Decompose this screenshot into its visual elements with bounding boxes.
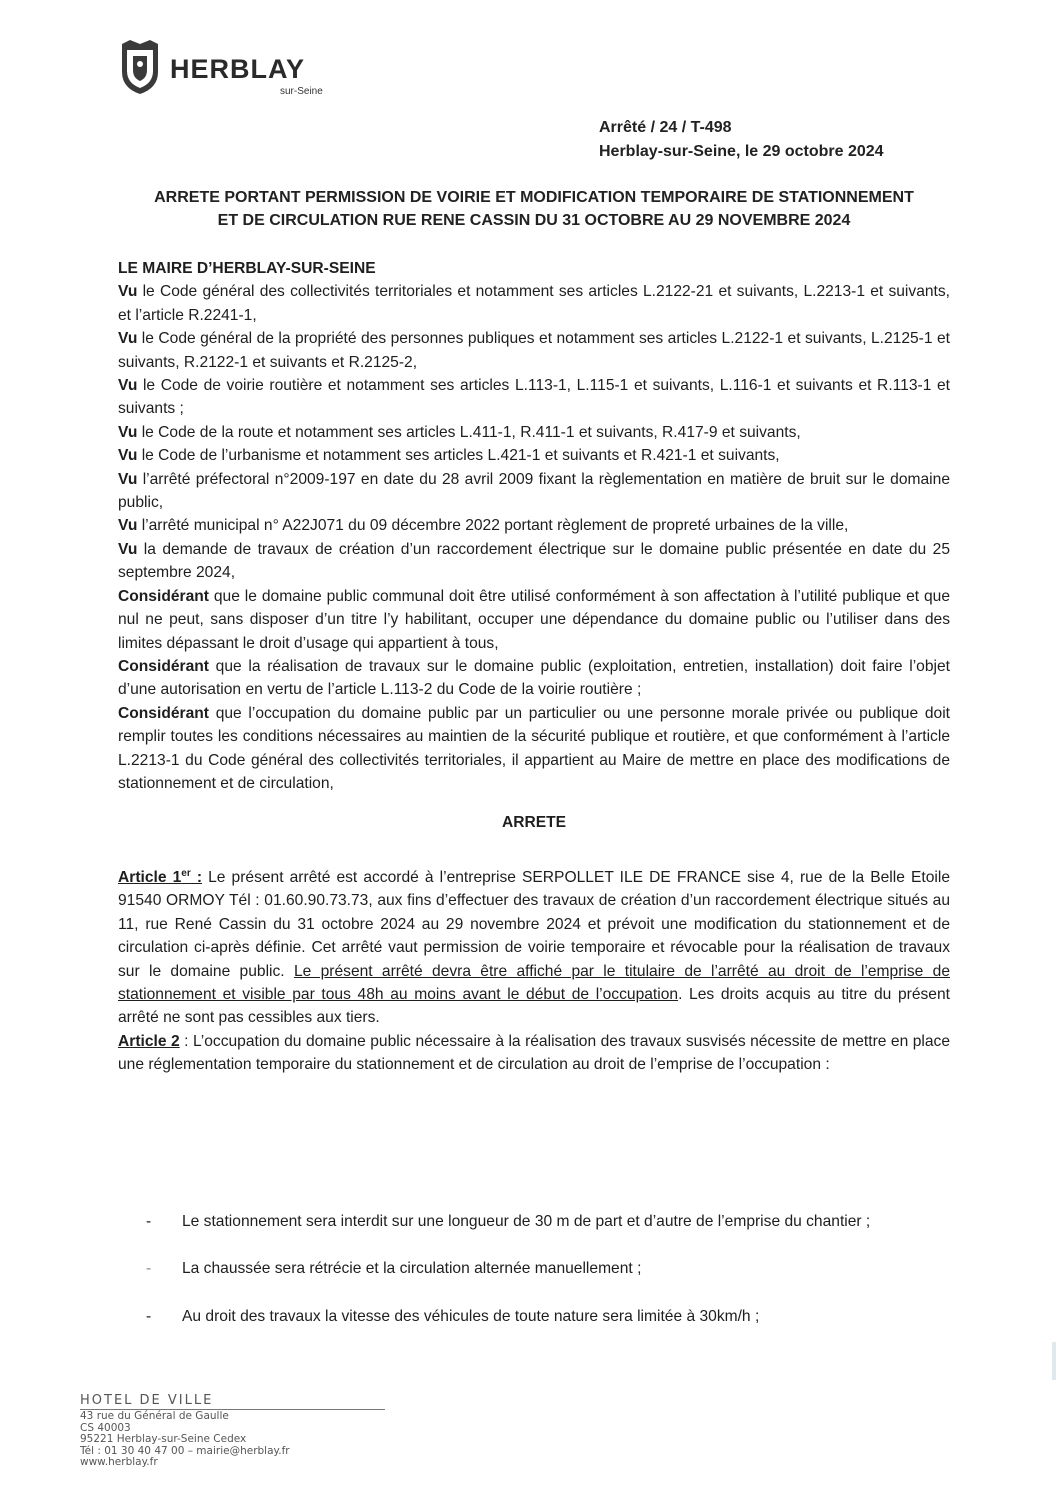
herblay-logo	[118, 38, 338, 102]
footer-street: 43 rue du Général de Gaulle	[80, 1410, 229, 1422]
visa-paragraph	[118, 702, 950, 796]
footer-title: HOTEL DE VILLE	[80, 1393, 214, 1408]
scan-artifact	[1052, 1342, 1056, 1380]
visa-paragraph	[118, 514, 950, 537]
article-1-text: Le présent arrêté est accordé à l’entreprise SERPOLLET ILE DE FRANCE sise 4, rue de la Belle Etoile 91540 ORMOY Tél : 01.60.90.73.73, aux fins d’effectuer des travaux de création d’un raccordement électrique situés au 11, rue René Cassin du 31 octobre 2024 au 29 novembre 2024 et prévoit une modification du stationnement et de circulation ci-après définie. Cet arrêté vaut permission de voirie temporaire et révocable pour la réalisation de travaux sur le domaine public.	[118, 868, 951, 980]
arrete-reference: Arrêté / 24 / T-498	[599, 119, 732, 136]
visa-text: le Code de la route et notamment ses articles L.411-1, R.411-1 et suivants, R.417-9 et suivants,	[137, 423, 801, 441]
list-item: - La chaussée sera rétrécie et la circulation alternée manuellement ;	[146, 1260, 642, 1278]
visa-paragraph	[118, 538, 950, 585]
visa-text: que la réalisation de travaux sur le domaine public (exploitation, entretien, installation) doit faire l’objet d’une autorisation en vertu de l’article L.113-2 du Code de la voirie routière ;	[118, 657, 950, 699]
visa-lead: Considérant	[118, 657, 209, 675]
visa-paragraph	[118, 374, 950, 421]
arrete-heading: ARRETE	[501, 814, 567, 832]
visa-paragraph	[118, 585, 950, 655]
document-title	[110, 186, 958, 232]
footer-contact: Tél : 01 30 40 47 00 – mairie@herblay.fr	[80, 1444, 290, 1457]
visa-paragraph	[118, 444, 950, 467]
visa-paragraph	[118, 280, 950, 327]
logo-wordmark: HERBLAY	[170, 54, 306, 84]
list-item: - Au droit des travaux la vitesse des véhicules de toute nature sera limitée à 30km/h ;	[146, 1307, 760, 1325]
logo-subtitle: sur-Seine	[280, 86, 323, 97]
visa-paragraph	[118, 468, 950, 515]
visa-text: le Code de l’urbanisme et notamment ses articles L.421-1 et suivants et R.421-1 et suivants,	[137, 447, 780, 465]
visa-paragraph	[118, 327, 950, 374]
title-line-2: ET DE CIRCULATION RUE RENE CASSIN DU 31 OCTOBRE AU 29 NOVEMBRE 2024	[217, 212, 851, 229]
visa-text: l’arrêté préfectoral n°2009-197 en date du 28 avril 2009 fixant la règlementation en matière de bruit sur le domaine public,	[118, 470, 950, 512]
footer-cs: CS 40003	[80, 1421, 131, 1434]
footer-website: www.herblay.fr	[80, 1456, 158, 1468]
visa-lead: Considérant	[118, 587, 209, 605]
visa-paragraph	[118, 655, 950, 702]
visa-paragraph	[118, 421, 950, 444]
article-2	[118, 1030, 950, 1077]
footer-city: 95221 Herblay-sur-Seine Cedex	[80, 1433, 247, 1445]
visa-lead: Vu	[118, 330, 138, 348]
visa-lead: Considérant	[118, 704, 209, 722]
article-1-label: Article 1er :	[118, 867, 203, 886]
visa-lead: Vu	[118, 517, 138, 535]
maire-heading: LE MAIRE D’HERBLAY-SUR-SEINE	[118, 260, 376, 277]
footer-address	[80, 1394, 390, 1469]
visa-lead: Vu	[118, 283, 138, 301]
document-body	[118, 257, 950, 1077]
visa-text: le Code général des collectivités territoriales et notamment ses articles L.2122-21 et suivants, L.2213-1 et suivants, et l’article R.2241-1,	[118, 283, 950, 324]
visa-text: la demande de travaux de création d’un raccordement électrique sur le domaine public présentée en date du 25 septembre 2024,	[118, 540, 950, 582]
reference-block	[599, 116, 884, 164]
visa-text: l’arrêté municipal n° A22J071 du 09 décembre 2022 portant règlement de propreté urbaines de la ville,	[137, 517, 849, 535]
visa-text: que le domaine public communal doit être utilisé conformément à son affectation à l’utilité publique et que nul ne peut, sans disposer d’un titre l’y habilitant, occuper une dépendance du domaine public ou l’utiliser dans des limites dépassant le droit d’usage qui appartient à tous,	[118, 587, 950, 652]
city-crest-icon	[118, 38, 162, 96]
visa-lead: Vu	[118, 540, 138, 558]
place-date: Herblay-sur-Seine, le 29 octobre 2024	[599, 143, 884, 160]
article-2-label: Article 2	[118, 1032, 180, 1050]
visas-list	[118, 280, 950, 795]
visa-lead: Vu	[118, 447, 138, 465]
visa-text: le Code de voirie routière et notamment ses articles L.113-1, L.115-1 et suivants, L.116-1 et suivants et R.113-1 et suivants ;	[118, 377, 950, 418]
visa-lead: Vu	[118, 377, 138, 395]
article-1	[118, 862, 950, 1030]
visa-lead: Vu	[118, 423, 138, 441]
visa-lead: Vu	[118, 470, 138, 488]
visa-text: que l’occupation du domaine public par un particulier ou une personne morale privée ou publique doit remplir toutes les conditions nécessaires au maintien de la sécurité publique et routière, et que conformément à l’article L.2213-1 du Code général des collectivités territoriales, il appartient au Maire de mettre en place des modifications de stationnement et de circulation,	[118, 704, 950, 792]
article-2-text: : L’occupation du domaine public nécessaire à la réalisation des travaux susvisés nécessite de mettre en place une réglementation temporaire du stationnement et de circulation au droit de l’emprise de l’occupation :	[118, 1032, 951, 1074]
list-item: - Le stationnement sera interdit sur une longueur de 30 m de part et d’autre de l’emprise du chantier ;	[146, 1213, 871, 1230]
visa-text: le Code général de la propriété des personnes publiques et notamment ses articles L.2122-1 et suivants, L.2125-1 et suivants, R.2122-1 et suivants et R.2125-2,	[118, 330, 950, 371]
measures-list	[146, 1210, 950, 1352]
title-line-1: ARRETE PORTANT PERMISSION DE VOIRIE ET MODIFICATION TEMPORAIRE DE STATIONNEMENT	[154, 189, 914, 206]
article-1-underlined: Le présent arrêté devra être affiché par le titulaire de l’arrêté au droit de l’emprise de stationnement et visible par tous 48h au moins avant le début de l’occupation	[118, 962, 950, 1003]
article-1-text-end: . Les droits acquis au titre du présent arrêté ne sont pas cessibles aux tiers.	[118, 985, 950, 1027]
